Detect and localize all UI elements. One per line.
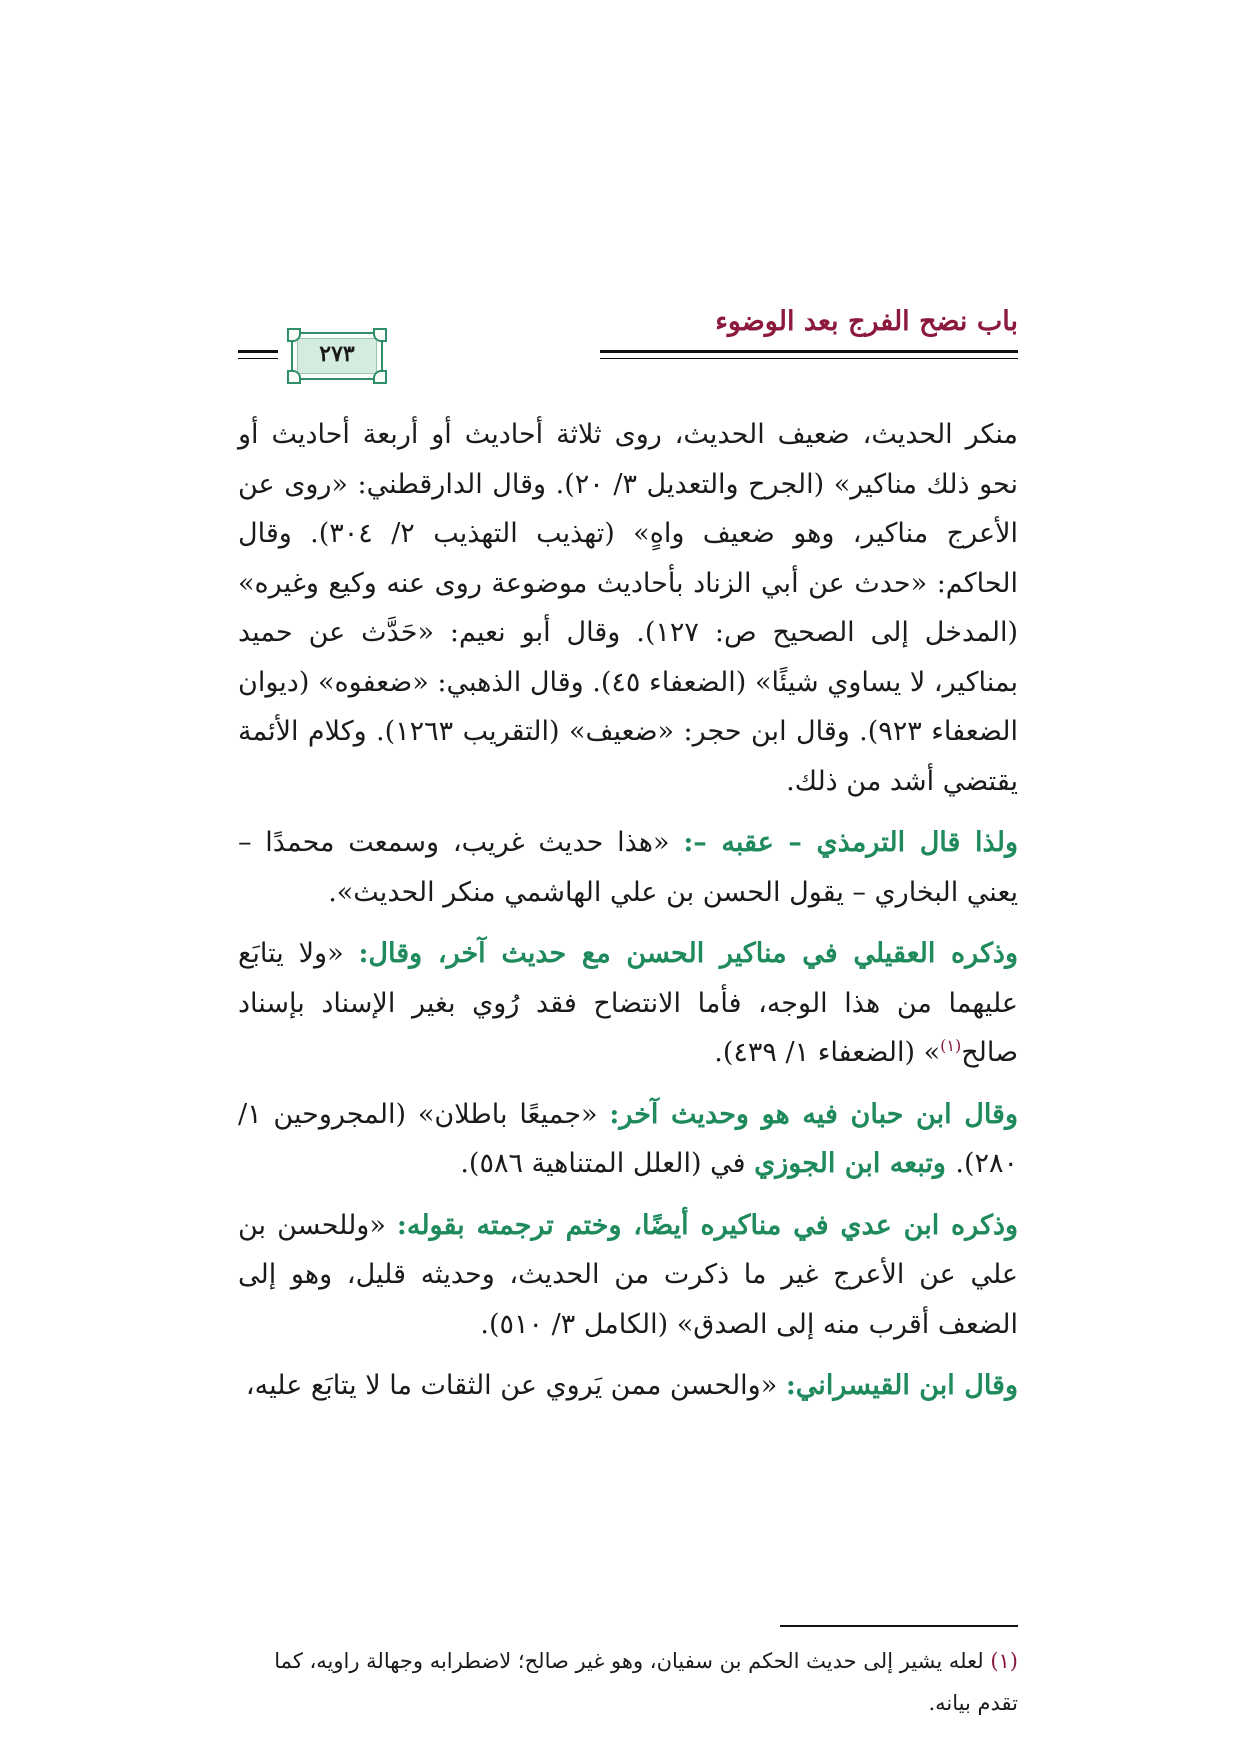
footnotes [238,1640,1018,1724]
paragraph-text: «جميعًا باطلان» (المجروحين ١/ ٢٨٠). [238,1098,1018,1179]
footnote-text: لعله يشير إلى حديث الحكم بن سفيان، وهو غير صالح؛ لاضطرابه وجهالة راويه، كما تقدم بيانه. [274,1649,1018,1715]
paragraph-text: «ولا يتابَع عليهما من هذا الوجه، فأما الانتضاح فقد رُوي بغير الإسناد بإسناد صالح [238,938,1018,1068]
main-text [238,410,1018,1411]
paragraph-lead-secondary: وتبعه ابن الجوزي [754,1148,956,1179]
page-header [238,306,1018,390]
paragraph-text: «والحسن ممن يَروي عن الثقات ما لا يتابَع عليه، [245,1370,786,1401]
paragraph-2 [238,818,1018,917]
frame-corner-ornament [287,370,301,384]
paragraph-5 [238,1201,1018,1350]
paragraph-text: منكر الحديث، ضعيف الحديث، روى ثلاثة أحاديث أو أربعة أحاديث أو نحو ذلك مناكير» (الجرح والتعديل ٣/ ٢٠). وقال الدارقطني: «روى عن الأعرج مناكير، وهو ضعيف واهٍ» (تهذيب التهذيب ٢/ ٣٠٤). وقال الحاكم: «حدث عن أبي الزناد بأحاديث موضوعة روى عنه وكيع وغيره» (المدخل إلى الصحيح ص: ١٢٧). وقال أبو نعيم: «حَدَّث عن حميد بمناكير، لا يساوي شيئًا» (الضعفاء ٤٥). وقال الذهبي: «ضعفوه» (ديوان الضعفاء ٩٢٣). وقال ابن حجر: «ضعيف» (التقريب ١٢٦٣). وكلام الأئمة يقتضي أشد من ذلك. [238,419,1018,797]
footnote-number: (١) [990,1649,1018,1673]
page-number-frame [291,332,383,380]
header-rule-right [600,350,1018,359]
footnote-separator [780,1625,1018,1627]
paragraph-lead: وذكره العقيلي في مناكير الحسن مع حديث آخر، وقال: [358,938,1018,969]
frame-corner-ornament [373,370,387,384]
paragraph-6 [238,1361,1018,1411]
paragraph-text: «وللحسن بن علي عن الأعرج غير ما ذكرت من الحديث، وحديثه قليل، وهو إلى الضعف أقرب منه إلى الصدق» (الكامل ٣/ ٥١٠). [238,1209,1018,1340]
running-title: باب نضح الفرج بعد الوضوء [715,306,1018,337]
paragraph-text: » (الضعفاء ١/ ٤٣٩). [714,1037,941,1068]
paragraph-lead: وقال ابن حبان فيه هو وحديث آخر: [609,1098,1018,1130]
frame-corner-ornament [373,328,387,342]
paragraph-4 [238,1090,1018,1189]
page-number: ٢٧٣ [319,341,355,367]
footnote-reference[interactable]: (١) [940,1036,962,1055]
footnote-1 [238,1640,1018,1724]
paragraph-1 [238,410,1018,806]
paragraph-3 [238,929,1018,1078]
header-rule-left [238,350,278,359]
paragraph-lead: ولذا قال الترمذي – عقبه –: [683,827,1018,858]
paragraph-lead: وذكره ابن عدي في مناكيره أيضًا، وختم ترجمته بقوله: [396,1209,1019,1241]
paragraph-text: «هذا حديث غريب، وسمعت محمدًا – يعني البخاري – يقول الحسن بن علي الهاشمي منكر الحديث». [238,827,1018,908]
paragraph-text: في (العلل المتناهية ٥٨٦). [460,1148,755,1179]
paragraph-lead: وقال ابن القيسراني: [785,1370,1018,1401]
